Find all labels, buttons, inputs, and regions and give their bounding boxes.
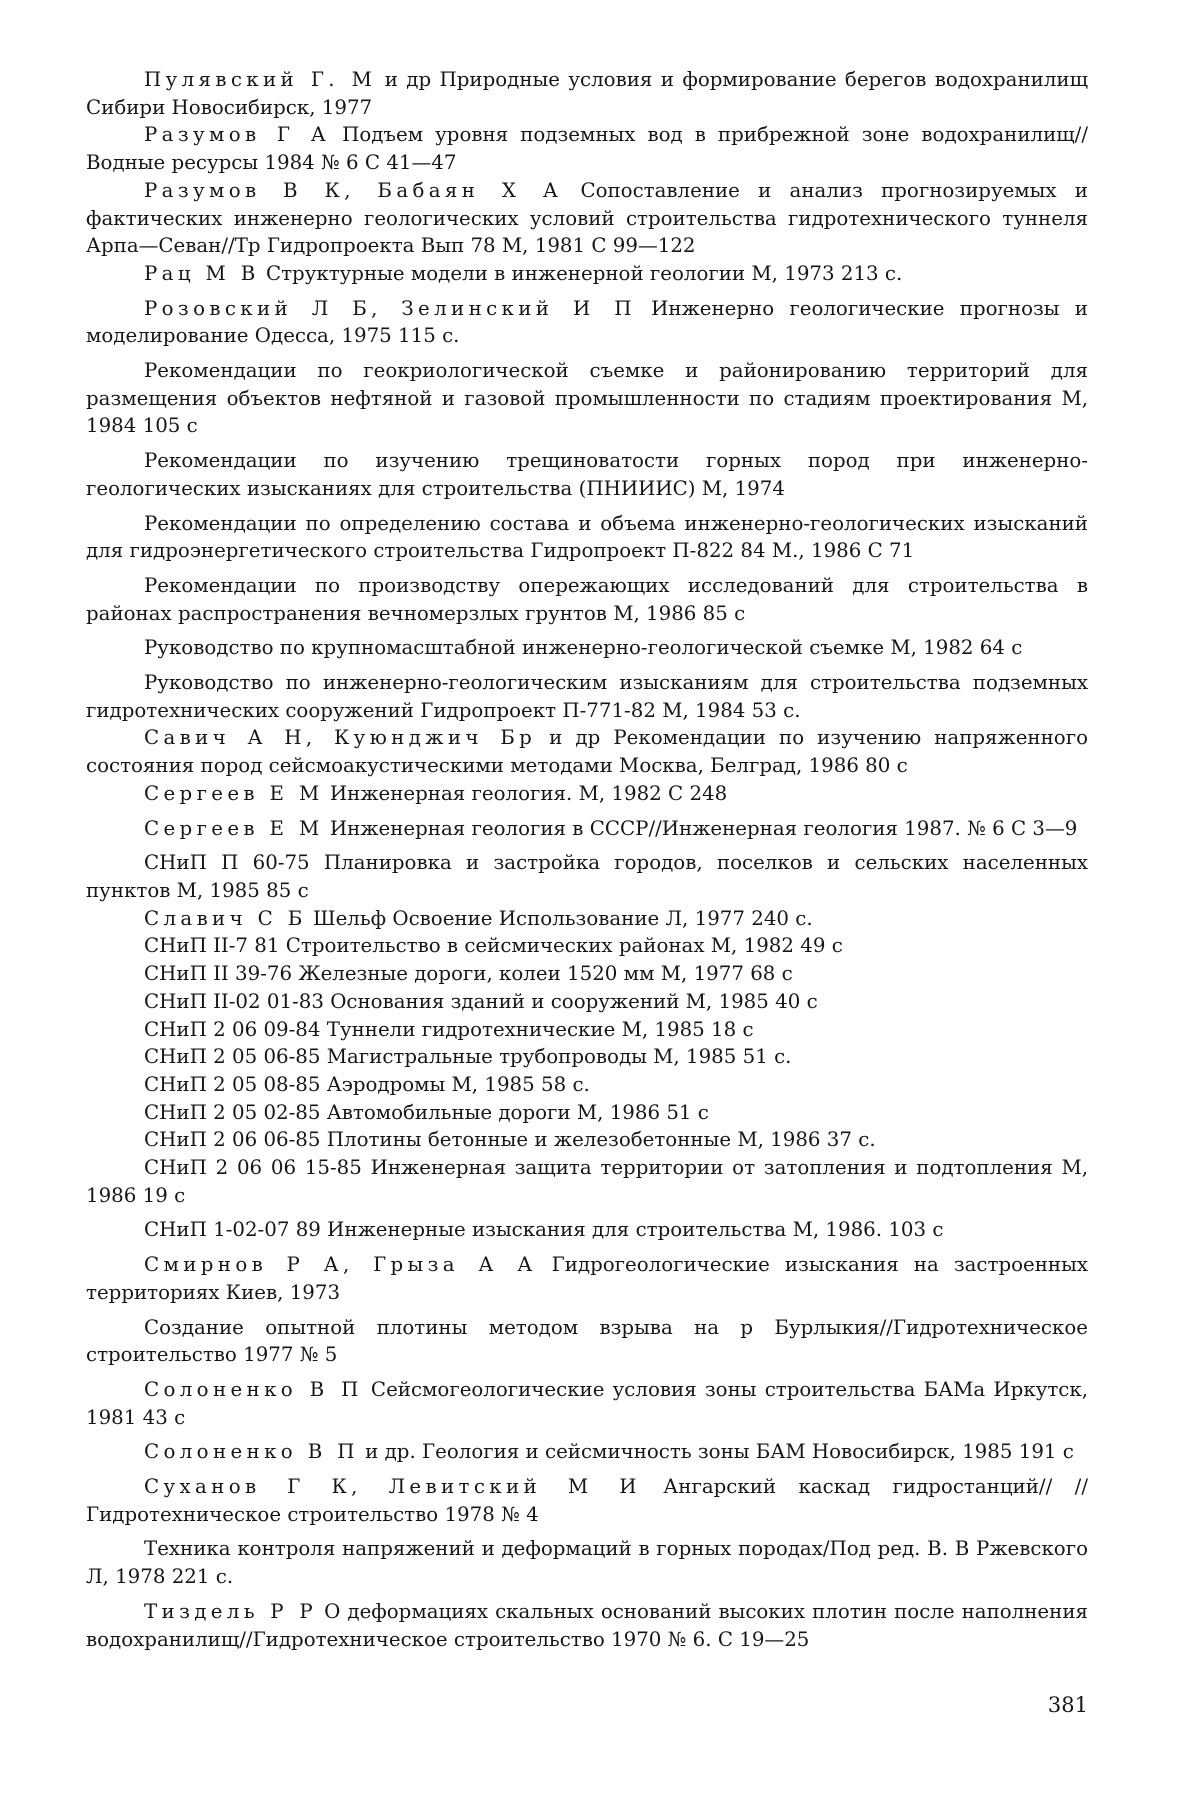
reference-text: Инженерная геология. М, 1982 С 248 (323, 781, 728, 805)
reference-author: Солоненко В П (144, 1440, 359, 1464)
reference-entry (86, 669, 1088, 724)
reference-text: Рекомендации по изучению трещиноватости горных пород при инженерно-геологических изысканиях для строительства (ПНИИИС) М, 1974 (86, 449, 1088, 500)
reference-entry (86, 1154, 1088, 1209)
reference-entry (86, 260, 1088, 288)
reference-entry (86, 1376, 1088, 1431)
reference-text: Инженерно геологические прогнозы и моделирование Одесса, 1975 115 с. (86, 296, 1088, 348)
reference-text: Сейсмогеологические условия зоны строительства БАМа Иркутск, 1981 43 с (86, 1377, 1088, 1429)
reference-text: и др. Геология и сейсмичность зоны БАМ Новосибирск, 1985 191 с (358, 1440, 1074, 1464)
reference-author: Пулявский Г. М (144, 68, 377, 91)
reference-author: Савич А Н, Куюнджич Бр (144, 726, 537, 750)
reference-author: Разумов Г А (144, 123, 331, 147)
reference-text: Рекомендации по производству опережающих исследований для строительства в районах распространения вечномерзлых грунтов М, 1986 85 с (86, 573, 1088, 625)
reference-entry (86, 357, 1088, 440)
reference-author: Солоненко В П (144, 1377, 363, 1401)
reference-text: и др Рекомендации по изучению напряженного состояния пород сейсмоакустическими методами Москва, Белград, 1986 80 с (86, 726, 1088, 778)
reference-text: Руководство по крупномасштабной инженерно-геологической съемке М, 1982 64 с (144, 636, 1023, 660)
reference-text: Гидрогеологические изыскания на застроенных территориях Киев, 1973 (86, 1253, 1088, 1304)
reference-entry (86, 849, 1088, 904)
reference-text: Рекомендации по определению состава и объема инженерно-геологических изысканий для гидроэнергетического строительства Гидропроект П-822 84 М., 1986 С 71 (86, 511, 1088, 563)
reference-entry (86, 295, 1088, 350)
reference-text: и др Природные условия и формирование берегов водохранилищ Сибири Новосибирск, 1977 (86, 68, 1088, 119)
reference-text: Рекомендации по геокриологической съемке и районированию территорий для размещения объектов нефтяной и газовой промышленности по стадиям проектирования М, 1984 105 с (86, 359, 1088, 438)
reference-text: Техника контроля напряжений и деформаций в горных породах/Под ред. В. В Ржевского Л, 1978 221 с. (86, 1537, 1088, 1589)
reference-entry (86, 1016, 1088, 1044)
reference-text: Сопоставление и анализ прогнозируемых и фактических инженерно геологических условий строительства гидротехнического туннеля Арпа—Севан//Тр Гидропроекта Вып 78 М, 1981 С 99—122 (86, 178, 1088, 258)
reference-text: СНиП П 60-75 Планировка и застройка городов, поселков и сельских населенных пунктов М, 1985 85 с (86, 851, 1088, 902)
reference-author: Рац М В (144, 261, 260, 285)
reference-text: СНиП 2 05 02-85 Автомобильные дороги М, 1986 51 с (144, 1100, 709, 1124)
reference-entry (86, 1438, 1088, 1466)
reference-entry (86, 634, 1088, 662)
reference-entry (86, 1126, 1088, 1154)
reference-entry (86, 510, 1088, 565)
reference-entry (86, 905, 1088, 933)
reference-text: СНиП II-7 81 Строительство в сейсмических районах М, 1982 49 с (144, 934, 843, 958)
reference-entry (86, 815, 1088, 843)
reference-author: Разумов В К, Бабаян Х А (144, 178, 563, 202)
reference-entry (86, 780, 1088, 808)
reference-text: СНиП 2 06 06-85 Плотины бетонные и железобетонные М, 1986 37 с. (144, 1128, 876, 1152)
reference-entry (86, 66, 1088, 121)
reference-entry (86, 1099, 1088, 1127)
reference-entry (86, 121, 1088, 176)
reference-text: Шельф Освоение Использование Л, 1977 240 с. (306, 906, 813, 930)
reference-text: СНиП 2 06 09-84 Туннели гидротехнические М, 1985 18 с (144, 1017, 754, 1041)
reference-entry (86, 447, 1088, 502)
reference-entry (86, 1598, 1088, 1653)
reference-entry (86, 932, 1088, 960)
reference-text: СНиП 2 05 06-85 Магистральные трубопроводы М, 1985 51 с. (144, 1045, 792, 1069)
reference-author: Суханов Г К, Левитский М И (144, 1475, 641, 1499)
reference-text: Руководство по инженерно-геологическим изысканиям для строительства подземных гидротехнических сооружений Гидропроект П-771-82 М, 1984 53 с. (86, 671, 1088, 722)
reference-text: Ангарский каскад гидростанций// //Гидротехническое строительство 1978 № 4 (86, 1475, 1088, 1526)
reference-text: Инженерная геология в СССР//Инженерная геология 1987. № 6 С 3—9 (323, 816, 1078, 840)
reference-text: СНиП 2 05 08-85 Аэродромы М, 1985 58 с. (144, 1072, 590, 1096)
reference-text: О деформациях скальных оснований высоких плотин после наполнения водохранилищ//Гидротехническое строительство 1970 № 6. С 19—25 (86, 1599, 1088, 1651)
bibliography-list (86, 66, 1088, 1660)
reference-text: СНиП 1-02-07 89 Инженерные изыскания для строительства М, 1986. 103 с (144, 1218, 944, 1242)
reference-text: Подъем уровня подземных вод в прибрежной зоне водохранилищ//Водные ресурсы 1984 № 6 С 41—47 (86, 123, 1088, 175)
reference-entry (86, 1043, 1088, 1071)
reference-entry (86, 988, 1088, 1016)
reference-author: Славич С Б (144, 906, 307, 930)
reference-entry (86, 1535, 1088, 1590)
reference-entry (86, 1314, 1088, 1369)
reference-entry (86, 1251, 1088, 1306)
reference-entry (86, 724, 1088, 779)
reference-entry (86, 1071, 1088, 1099)
reference-author: Сергеев Е М (144, 781, 324, 805)
reference-entry (86, 960, 1088, 988)
reference-text: СНиП II 39-76 Железные дороги, колеи 1520 мм М, 1977 68 с (144, 962, 793, 986)
page-number: 381 (1047, 1693, 1088, 1717)
reference-entry (86, 177, 1088, 260)
reference-entry (86, 1473, 1088, 1528)
reference-author: Тиздель Р Р (144, 1599, 318, 1623)
reference-text: Структурные модели в инженерной геологии М, 1973 213 с. (259, 261, 903, 285)
reference-author: Смирнов Р А, Грыза А А (144, 1253, 537, 1277)
reference-author: Розовский Л Б, Зелинский И П (144, 296, 636, 320)
reference-author: Сергеев Е М (144, 816, 324, 840)
reference-text: СНиП II-02 01-83 Основания зданий и сооружений М, 1985 40 с (144, 989, 818, 1013)
reference-text: СНиП 2 06 06 15-85 Инженерная защита территории от затопления и подтопления М, 1986 19 с (86, 1156, 1088, 1207)
reference-entry (86, 1216, 1088, 1244)
reference-entry (86, 572, 1088, 627)
reference-text: Создание опытной плотины методом взрыва на р Бурлыкия//Гидротехническое строительство 1977 № 5 (86, 1315, 1088, 1367)
